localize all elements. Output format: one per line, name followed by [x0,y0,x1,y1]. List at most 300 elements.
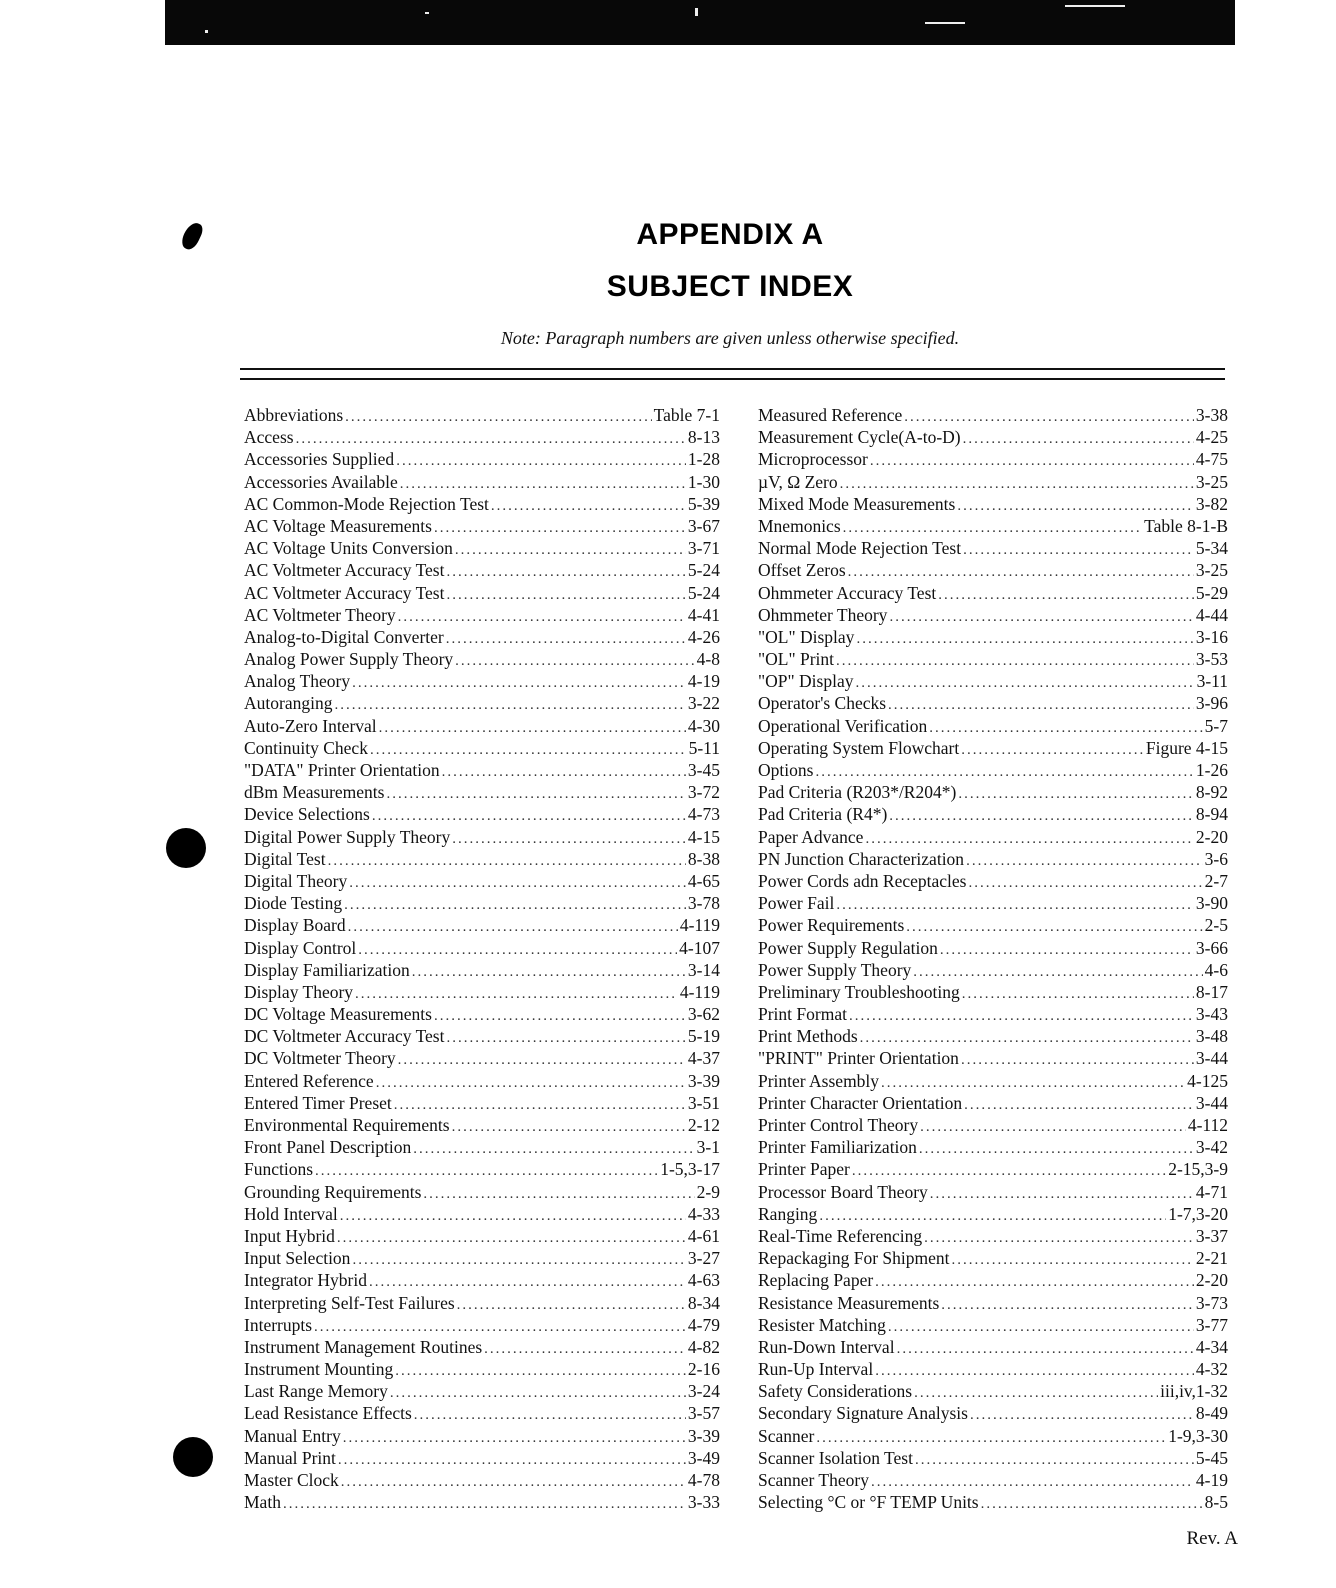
index-entry [244,959,720,981]
index-term: "OL" Display [758,626,855,647]
index-reference: 4-25 [1195,427,1228,448]
index-term: Scanner [758,1425,815,1446]
index-reference: 2-5 [1204,915,1228,936]
index-reference: 5-24 [687,582,720,603]
leader-dots [929,717,1202,737]
index-term: Interpreting Self-Test Failures [244,1292,455,1313]
index-term: "OP" Display [758,671,854,692]
index-reference: 8-92 [1195,782,1228,803]
index-term: Accessories Available [244,471,398,492]
index-reference: 3-14 [687,959,720,980]
index-reference: 3-11 [1196,671,1228,692]
leader-dots [966,850,1203,870]
index-reference: 3-49 [687,1447,720,1468]
index-term: PN Junction Characterization [758,848,965,869]
index-term: Power Requirements [758,915,905,936]
leader-dots [348,916,678,936]
index-entry [758,426,1228,448]
index-term: AC Voltage Measurements [244,515,432,536]
index-reference: 4-30 [687,715,720,736]
index-entry [758,515,1228,537]
index-term: Paper Advance [758,826,864,847]
index-entry [758,1402,1228,1424]
index-column-left [244,404,720,1513]
leader-dots [398,1049,686,1069]
index-entry [244,1425,720,1447]
index-term: Printer Familiarization [758,1137,917,1158]
index-reference: 3-33 [687,1492,720,1513]
index-term: Pad Criteria (R4*) [758,804,888,825]
leader-dots [889,606,1193,626]
leader-dots [434,1005,686,1025]
index-reference: 4-15 [687,826,720,847]
index-entry [244,692,720,714]
index-entry [758,1003,1228,1025]
leader-dots [962,983,1194,1003]
index-entry [758,1203,1228,1225]
leader-dots [865,828,1193,848]
index-reference: 3-44 [1195,1048,1228,1069]
index-reference: Figure 4-15 [1145,737,1228,758]
leader-dots [889,805,1194,825]
index-term: Printer Character Orientation [758,1092,963,1113]
index-reference: 4-112 [1187,1115,1228,1135]
leader-dots [423,1183,694,1203]
index-entry [244,1181,720,1203]
index-reference: Table 7-1 [653,405,720,425]
leader-dots [345,406,652,426]
index-term: Manual Print [244,1447,336,1468]
index-reference: 5-11 [688,737,720,758]
index-term: Run-Down Interval [758,1336,895,1357]
index-reference: 4-26 [687,626,720,647]
index-term: Power Supply Regulation [758,937,938,958]
index-entry [758,1358,1228,1380]
index-entry [758,1292,1228,1314]
leader-dots [452,828,686,848]
index-entry [758,1114,1228,1136]
leader-dots [372,805,686,825]
index-reference: 2-21 [1195,1248,1228,1269]
index-term: Resister Matching [758,1314,886,1335]
index-reference: 3-37 [1195,1225,1228,1246]
index-entry [758,870,1228,892]
leader-dots [958,783,1194,803]
index-note: Note: Paragraph numbers are given unless otherwise specified. [500,328,960,348]
leader-dots [843,517,1143,537]
index-reference: 3-51 [687,1092,720,1113]
index-term: Safety Considerations [758,1381,913,1402]
index-reference: 4-79 [687,1314,720,1335]
index-entry [758,981,1228,1003]
leader-dots [455,650,695,670]
index-entry [758,1047,1228,1069]
index-term: Accessories Supplied [244,449,395,470]
leader-dots [981,1493,1203,1513]
index-entry [758,692,1228,714]
index-entry [244,1158,720,1180]
leader-dots [442,761,686,781]
leader-dots [913,961,1202,981]
index-term: Options [758,760,814,780]
leader-dots [963,539,1194,559]
index-entry [244,1491,720,1513]
index-term: Scanner Theory [758,1470,869,1490]
index-term: Interrupts [244,1314,313,1335]
index-reference: 3-96 [1195,693,1228,714]
index-entry [244,1225,720,1247]
index-entry [758,1181,1228,1203]
leader-dots [338,1449,686,1469]
leader-dots [849,1005,1194,1025]
index-term: AC Voltmeter Theory [244,604,396,625]
index-reference: 3-73 [1195,1292,1228,1313]
index-term: Input Selection [244,1248,351,1269]
index-reference: 1-7,3-20 [1168,1203,1228,1224]
leader-dots [855,672,1194,692]
index-reference: 1-9,3-30 [1168,1425,1228,1446]
index-term: Lead Resistance Effects [244,1403,412,1424]
index-entry [758,1425,1228,1447]
index-entry [758,937,1228,959]
appendix-title: APPENDIX A [636,218,824,251]
index-term: Secondary Signature Analysis [758,1403,968,1424]
index-entry [244,870,720,892]
leader-dots [852,1160,1166,1180]
leader-dots [963,428,1194,448]
leader-dots [355,983,678,1003]
index-reference: 4-65 [687,870,720,891]
leader-dots [452,1116,686,1136]
index-reference: 3-1 [696,1137,720,1158]
index-entry [244,604,720,626]
index-reference: 4-44 [1195,604,1228,625]
divider-rule-bottom [240,378,1225,380]
index-term: Instrument Mounting [244,1359,394,1380]
leader-dots [395,1360,686,1380]
index-reference: 2-12 [687,1115,720,1135]
index-entry [244,1469,720,1491]
index-reference: 3-39 [687,1070,720,1091]
index-entry [758,759,1228,781]
index-reference: 1-26 [1195,760,1228,780]
leader-dots [961,739,1144,759]
index-reference: 4-107 [679,937,720,958]
index-entry [244,937,720,959]
index-reference: 3-43 [1195,1004,1228,1025]
index-reference: 4-33 [687,1203,720,1224]
index-entry [244,1203,720,1225]
index-reference: 2-9 [696,1181,720,1202]
leader-dots [398,606,686,626]
index-term: Access [244,427,294,448]
index-entry [244,471,720,493]
index-term: Diode Testing [244,893,343,914]
index-reference: 2-20 [1195,1270,1228,1291]
leader-dots [314,1316,686,1336]
index-reference: 3-71 [687,538,720,559]
index-reference: 4-125 [1187,1070,1228,1091]
leader-dots [875,1271,1194,1291]
leader-dots [414,1404,686,1424]
index-entry [758,1469,1228,1491]
index-term: "OL" Print [758,649,835,670]
leader-dots [484,1338,686,1358]
index-term: Analog Power Supply Theory [244,649,454,670]
leader-dots [434,517,686,537]
index-term: Ohmmeter Accuracy Test [758,582,937,603]
leader-dots [888,694,1194,714]
index-reference: 8-49 [1195,1403,1228,1424]
index-entry [244,1047,720,1069]
leader-dots [938,584,1194,604]
index-reference: 4-119 [679,981,720,1002]
index-entry [244,1136,720,1158]
leader-dots [970,1404,1194,1424]
leader-dots [358,939,677,959]
leader-dots [390,1382,686,1402]
index-term: Pad Criteria (R203*/R204*) [758,782,957,803]
leader-dots [836,894,1194,914]
index-reference: 3-39 [687,1425,720,1446]
index-entry [244,1070,720,1092]
index-reference: 8-13 [687,427,720,448]
index-entry [758,781,1228,803]
index-reference: 5-39 [687,493,720,514]
index-reference: 2-7 [1204,870,1228,891]
index-term: Real-Time Referencing [758,1225,923,1246]
index-term: Preliminary Troubleshooting [758,981,960,1002]
leader-dots [897,1338,1194,1358]
index-reference: 8-17 [1195,981,1228,1002]
index-reference: 3-53 [1195,649,1228,670]
index-reference: 5-34 [1195,538,1228,559]
leader-dots [924,1227,1194,1247]
index-reference: 3-72 [687,782,720,803]
leader-dots [315,1160,658,1180]
index-term: Printer Assembly [758,1070,880,1091]
index-term: Mixed Mode Measurements [758,493,956,514]
leader-dots [906,916,1202,936]
index-term: Continuity Check [244,737,368,758]
leader-dots [819,1205,1166,1225]
index-term: Operator's Checks [758,693,887,714]
index-term: Manual Entry [244,1425,341,1446]
index-entry [244,1003,720,1025]
index-entry [244,803,720,825]
index-reference: 3-77 [1195,1314,1228,1335]
index-entry [758,1225,1228,1247]
index-term: Selecting °C or °F TEMP Units [758,1492,979,1513]
index-entry [758,493,1228,515]
index-reference: 3-25 [1195,471,1228,492]
index-reference: 3-62 [687,1004,720,1025]
index-entry [758,1092,1228,1114]
index-term: Mnemonics [758,515,841,536]
index-term: Power Cords adn Receptacles [758,870,967,891]
index-term: Print Format [758,1004,847,1025]
index-reference: 3-6 [1204,848,1228,869]
index-entry [758,848,1228,870]
index-reference: 1-30 [687,471,720,492]
leader-dots [815,761,1193,781]
punch-hole-bottom [173,1437,213,1477]
index-entry [244,715,720,737]
leader-dots [386,783,685,803]
index-entry [758,803,1228,825]
index-entry [758,914,1228,936]
leader-dots [930,1183,1194,1203]
leader-dots [856,628,1193,648]
index-reference: 4-32 [1195,1359,1228,1380]
index-entry [244,848,720,870]
index-entry [244,1114,720,1136]
index-entry [244,648,720,670]
index-reference: 4-71 [1195,1181,1228,1202]
index-entry [758,670,1228,692]
index-term: Digital Power Supply Theory [244,826,451,847]
index-entry [244,759,720,781]
index-entry [244,670,720,692]
index-term: DC Voltmeter Accuracy Test [244,1026,445,1047]
leader-dots [334,694,685,714]
index-entry [244,1314,720,1336]
index-term: Power Fail [758,893,835,914]
index-term: Repackaging For Shipment [758,1248,950,1269]
index-reference: 4-19 [1195,1470,1228,1490]
index-entry [758,737,1228,759]
index-reference: 3-90 [1195,893,1228,914]
leader-dots [457,1294,686,1314]
index-entry [758,1247,1228,1269]
punch-hole-mid [166,828,206,868]
index-reference: 5-29 [1195,582,1228,603]
index-term: DC Voltmeter Theory [244,1048,396,1069]
leader-dots [344,894,686,914]
leader-dots [446,584,685,604]
index-term: Device Selections [244,804,370,825]
index-reference: iii,iv,1-32 [1160,1381,1228,1402]
index-term: Instrument Management Routines [244,1336,483,1357]
scan-top-bar [165,0,1235,45]
index-reference: 4-82 [687,1336,720,1357]
index-term: Ohmmeter Theory [758,604,888,625]
index-term: Autoranging [244,693,333,714]
leader-dots [915,1449,1194,1469]
leader-dots [920,1116,1186,1136]
index-column-right [758,404,1228,1513]
leader-dots [904,406,1194,426]
index-reference: 3-25 [1195,560,1228,581]
index-reference: 1-28 [687,449,720,470]
leader-dots [941,1294,1194,1314]
leader-dots [352,672,686,692]
index-term: Measured Reference [758,405,903,425]
index-reference: 3-38 [1195,405,1228,425]
index-reference: 4-19 [687,671,720,692]
index-term: AC Voltmeter Accuracy Test [244,560,445,581]
index-entry [244,1402,720,1424]
index-entry [758,1380,1228,1402]
index-term: Analog-to-Digital Converter [244,626,444,647]
index-reference: 4-8 [696,649,720,670]
index-entry [758,826,1228,848]
leader-dots [840,473,1194,493]
index-term: Abbreviations [244,405,344,425]
index-reference: 2-15,3-9 [1168,1159,1228,1180]
index-entry [244,493,720,515]
index-reference: 3-78 [687,893,720,914]
leader-dots [888,1316,1194,1336]
index-term: dBm Measurements [244,782,385,803]
index-reference: 2-16 [687,1359,720,1380]
index-term: Offset Zeros [758,560,846,581]
divider-rule-top [240,368,1225,370]
leader-dots [952,1249,1194,1269]
leader-dots [352,1249,685,1269]
leader-dots [860,1027,1194,1047]
index-term: Resistance Measurements [758,1292,940,1313]
leader-dots [296,428,686,448]
revision-label: Rev. A [1186,1528,1238,1549]
leader-dots [968,872,1202,892]
index-entry [758,1158,1228,1180]
index-reference: 4-34 [1195,1336,1228,1357]
leader-dots [848,561,1194,581]
leader-dots [816,1427,1166,1447]
index-reference: 4-78 [687,1470,720,1490]
leader-dots [379,717,686,737]
index-term: Printer Paper [758,1159,850,1180]
index-reference: 8-5 [1204,1492,1228,1513]
index-entry [244,537,720,559]
index-entry [244,781,720,803]
index-entry [758,626,1228,648]
leader-dots [455,539,686,559]
index-entry [758,648,1228,670]
index-entry [244,448,720,470]
index-term: Normal Mode Rejection Test [758,538,962,559]
index-reference: 5-7 [1204,715,1228,736]
index-entry [244,1092,720,1114]
index-reference: 2-20 [1195,826,1228,847]
leader-dots [957,495,1194,515]
index-entry [758,1314,1228,1336]
index-term: Operating System Flowchart [758,737,960,758]
index-term: Last Range Memory [244,1381,388,1402]
index-entry [758,1136,1228,1158]
index-reference: 5-45 [1195,1447,1228,1468]
leader-dots [400,473,686,493]
index-term: Auto-Zero Interval [244,715,377,736]
index-term: µV, Ω Zero [758,471,838,492]
index-reference: 3-24 [687,1381,720,1402]
leader-dots [376,1072,686,1092]
index-term: AC Voltmeter Accuracy Test [244,582,445,603]
index-entry [758,1025,1228,1047]
leader-dots [340,1205,686,1225]
index-entry [244,914,720,936]
leader-dots [964,1094,1194,1114]
leader-dots [341,1471,686,1491]
index-term: Measurement Cycle(A-to-D) [758,427,961,448]
index-reference: 4-41 [687,604,720,625]
index-entry [244,426,720,448]
index-term: Master Clock [244,1470,339,1490]
index-term: Entered Timer Preset [244,1092,392,1113]
leader-dots [919,1138,1194,1158]
index-term: Environmental Requirements [244,1115,450,1135]
